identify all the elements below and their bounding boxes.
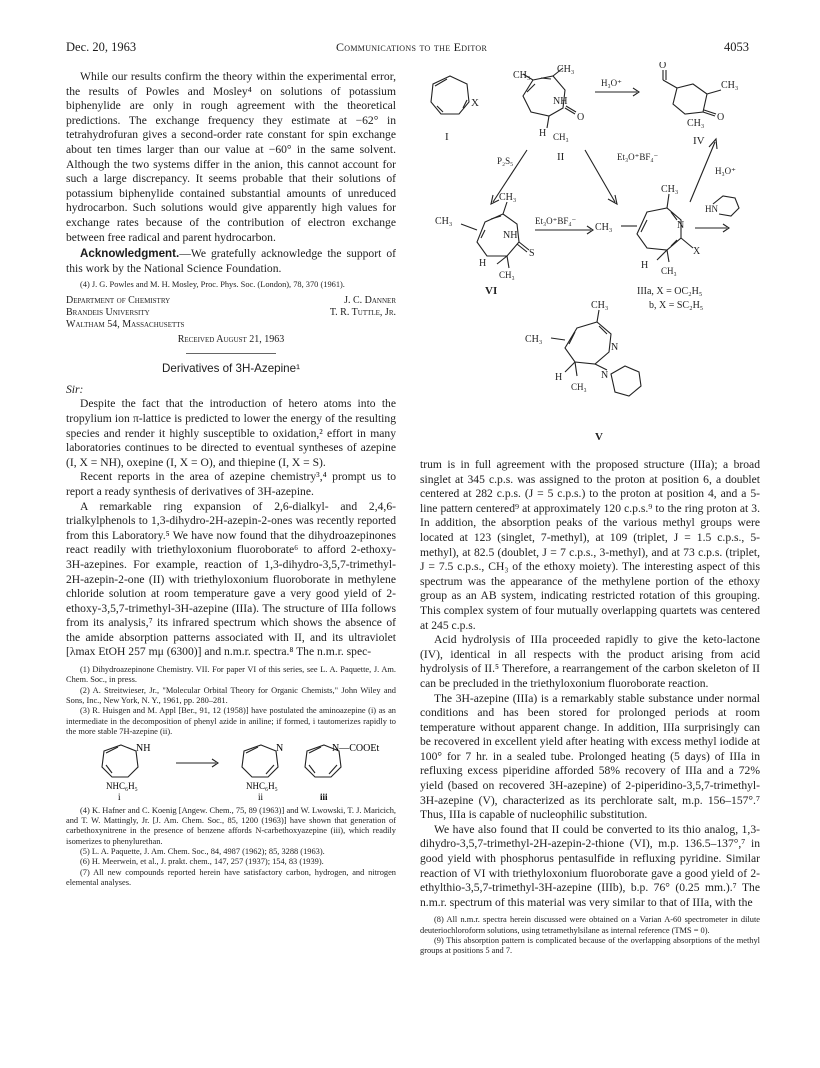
reagent-2: P₂S₅ xyxy=(497,156,514,166)
o-IV-b: O xyxy=(717,112,725,123)
right-paragraph-2: Acid hydrolysis of IIIa proceeded rapidly to give the keto-lactone (IV), identical in all respects with the product arising from acid hydrolysis of II.⁵ Therefore, a rearrangement of the carbon skeleton of II can be precluded in the triethyloxonium fluoroborate reaction. xyxy=(420,633,760,690)
ring-ii xyxy=(242,745,278,777)
n-V: N xyxy=(611,342,619,353)
reagent-1: H₃O⁺ xyxy=(601,78,622,88)
h-III: H xyxy=(641,260,649,271)
h-VI: H xyxy=(479,258,487,269)
h-II: H xyxy=(539,128,547,139)
running-date: Dec. 20, 1963 xyxy=(66,40,137,54)
divider xyxy=(186,353,276,354)
salutation: Sir: xyxy=(66,382,84,396)
n-V-pip: N xyxy=(601,370,609,381)
n-III: N xyxy=(677,220,685,231)
label-IIIa: IIIa, X = OC₂H₅ xyxy=(637,286,703,297)
structure-IV-ring xyxy=(673,84,707,114)
ch3-II-a: CH₃ xyxy=(513,70,531,81)
city-line: Waltham 54, Massachusetts xyxy=(66,318,185,330)
sub-ii: NHC₆H₅ xyxy=(246,781,278,792)
right-column xyxy=(420,458,760,957)
label-V: V xyxy=(595,431,603,443)
univ-line: Brandeis University xyxy=(66,306,150,318)
label-n-ii: N xyxy=(276,743,284,755)
footnote-1: (1) Dihydroazepinone Chemistry. VII. For paper VI of this series, see L. A. Paquette, J. Am. Chem. Soc., in press. xyxy=(66,665,396,685)
author-2: T. R. Tuttle, Jr. xyxy=(329,306,396,318)
affiliation-block xyxy=(66,295,396,331)
ack-text: —We gratefully acknowledge the support of this work by the National Science Foundation. xyxy=(66,247,396,275)
footnote-2: (2) A. Streitwieser, Jr., "Molecular Orbital Theory for Organic Chemists," John Wiley and Sons, Inc., New York, N. Y., 1961, pp. 280–281. xyxy=(66,685,396,705)
footnote-8: (8) All n.m.r. spectra herein discussed were obtained on a Varian A-60 spectrometer in dilute deuteriochloroform solutions, using tetramethylsilane as internal reference (TMS = 0). xyxy=(420,915,760,935)
reagent-5: Et₃O⁺BF₄⁻ xyxy=(535,216,577,226)
ch3-II-c: CH₃ xyxy=(553,132,569,142)
label-nh-i: NH xyxy=(136,743,151,755)
footnote-4: (4) J. G. Powles and M. H. Mosley, Proc. Phys. Soc. (London), 78, 370 (1961). xyxy=(80,280,345,290)
label-IIIb: b, X = SC₂H₅ xyxy=(649,300,704,311)
label-X-I: X xyxy=(471,97,479,109)
nh-II: NH xyxy=(553,96,568,107)
author-1: J. C. Danner xyxy=(344,294,396,306)
reagent-3: Et₃O⁺BF₄⁻ xyxy=(617,152,659,162)
right-paragraph-3: The 3H-azepine (IIIa) is a remarkably stable substance under normal conditions and has been stored for prolonged periods at room temperature without apparent change. In addition, IIIa surprisingly can be recovered in excellent yield after heating with excess methyl iodide at 100° for 7 hr. in a sealed tube. Prolonged heating (5 days) of IIIa in refluxing excess piperidine afforded 58% recovery of IIIa and a 72% yield (based on recovered 3H-azepine) of 2-piperidino-3,5,7-trimethyl-3H-azepine (V), characterized as its perchlorate salt, m.p. 156–157°.⁷ Thus, IIIa is capable of nucleophilic substitution. xyxy=(420,691,760,822)
s-VI: S xyxy=(529,248,535,259)
sub-iii: N—COOEt xyxy=(332,743,380,755)
intro-paragraph: While our results confirm the theory within the experimental error, the results of Powles and Mosley⁴ on solutions of potassium biphenylide are only in rough agreement with the theoretical predictions. The exchange frequency they estimate at −62° in tetrahydrofuran gives a second-order rate constant for spin exchange about ten times larger than our value at −60° in the same solvent. Although the two systems differ in the anion, this cannot account for such a large discrepancy. It seems probable that their solutions of potassium biphenylide contained substantial amounts of unreduced hydrocarbon. Such solutions would give apparently high values for exchange rates because of the contribution of electron exchange between free radical and parent hydrocarbon. xyxy=(66,70,396,244)
ch3-IV-b: CH₃ xyxy=(687,118,705,129)
page-number: 4053 xyxy=(724,40,749,54)
structure-III-ring xyxy=(637,208,681,250)
azepine-tautomer-scheme xyxy=(66,737,396,801)
label-ii: ii xyxy=(258,792,264,802)
article-title: Derivatives of 3H-Azepine¹ xyxy=(162,362,300,376)
ring-i xyxy=(102,745,138,777)
ch3-II-b: CH₃ xyxy=(557,64,575,75)
body-paragraph-3: A remarkable ring expansion of 2,6-dialkyl- and 2,4,6-trialkylphenols to 1,3-dihydro-2H-azepin-2-ones was recently reported from this Laboratory.⁵ We have now found that the dihydroazepinones react readily with triethyloxonium fluoroborate⁶ to afford 2-ethoxy-3H-azepines. For example, reaction of 1,3-dihydro-3,5,7-trimethyl-2H-azepin-2-one (II) with triethyloxonium fluoroborate in methylene chloride solution at room temperature gave a very good yield of 2-ethoxy-3,5,7-trimethyl-3H-azepine (IIIa). The structure of IIIa follows from its analysis,⁷ its infrared spectrum which shows the absence of the amide absorption patterns associated with II, and its ultraviolet [λmax EtOH 257 mμ (6300)] and n.m.r. spectra.⁸ The n.m.r. spec- xyxy=(66,499,396,659)
ack-label: Acknowledgment. xyxy=(80,247,180,261)
o-IV-a: O xyxy=(659,62,667,71)
label-iii: iii xyxy=(320,792,328,802)
arrow-IIIa-IV xyxy=(690,142,715,202)
piperidine-hn: HN xyxy=(705,204,718,214)
x-III: X xyxy=(693,246,701,257)
body-paragraph-1: Despite the fact that the introduction of hetero atoms into the tropylium ion π-lattice is predicted to lower the energy of the resulting species and render it highly susceptible to oxidation,² effort in many laboratories continues to be directed to eventual syntheses of azepine (I, X = NH), oxepine (I, X = O), and thiepine (I, X = S). xyxy=(66,397,396,469)
running-journal: Communications to the Editor xyxy=(336,40,488,54)
right-paragraph-4: We have also found that II could be converted to its thio analog, 1,3-dihydro-3,5,7-trimethyl-2H-azepin-2-thione (VI), m.p. 136.5–137°,⁷ in good yield with phosphorus pentasulfide in refluxing pyridine. Similar reaction of VI with triethyloxonium fluoroborate gave a good yield of 2-ethylthio-3,5,7-trimethyl-3H-azepine (IIIb), b.p. 76° (0.25 mm.).⁷ The n.m.r. spectrum of this material was very similar to that of IIIa, with the xyxy=(420,822,760,909)
ch3-V-a: CH₃ xyxy=(591,300,609,311)
sub-i: NHC₆H₅ xyxy=(106,781,138,792)
label-i: i xyxy=(118,792,121,802)
received-date: Received August 21, 1963 xyxy=(177,333,285,345)
ch3-VI-b: CH₃ xyxy=(499,192,517,203)
arrow-II-IIIa xyxy=(585,150,615,202)
label-VI: VI xyxy=(485,285,498,297)
ch3-VI-a: CH₃ xyxy=(435,216,453,227)
footnote-4b: (4) K. Hafner and C. Koenig [Angew. Chem., 75, 89 (1963)] and W. Lwowski, T. J. Maricich, and T. W. Mattingly, Jr. [J. Am. Chem. Soc., 85, 1200 (1963)] have shown that generation of carbethoxynitrene in the presence of benzene affords N-carbethoxyazepine (iii), which readily isomerizes to phenylurethan. xyxy=(66,805,396,846)
footnote-9: (9) This absorption pattern is complicated because of the overlapping absorptions of the methyl groups at positions 5 and 7. xyxy=(420,936,760,956)
footnote-3: (3) R. Huisgen and M. Appl [Ber., 91, 12 (1958)] have postulated the aminoazepine (i) as an intermediate in the decomposition of phenyl azide in aniline; if formed, i tautomerizes rapidly to the more stable 7H-azepine (ii). xyxy=(66,706,396,736)
reagent-4: H₃O⁺ xyxy=(715,166,736,176)
ch3-III-b: CH₃ xyxy=(661,184,679,195)
ch3-V-b: CH₃ xyxy=(525,334,543,345)
ch3-VI-c: CH₃ xyxy=(499,270,515,280)
body-paragraph-2: Recent reports in the area of azepine chemistry³,⁴ prompt us to report a ready synthesis of derivatives of 3H-azepine. xyxy=(66,470,396,498)
label-II: II xyxy=(557,151,565,163)
footnote-5: (5) L. A. Paquette, J. Am. Chem. Soc., 84, 4987 (1962); 85, 3288 (1963). xyxy=(80,846,325,856)
footnote-7: (7) All new compounds reported herein have satisfactory carbon, hydrogen, and nitrogen elemental analyses. xyxy=(66,867,396,887)
label-I: I xyxy=(445,131,449,143)
structure-V-ring xyxy=(565,322,611,364)
o-II: O xyxy=(577,112,585,123)
h-V: H xyxy=(555,372,563,383)
footnote-6: (6) H. Meerwein, et al., J. prakt. chem., 147, 257 (1937); 154, 83 (1939). xyxy=(80,857,324,867)
ch3-III-c: CH₃ xyxy=(661,266,677,276)
label-IV: IV xyxy=(693,135,705,147)
dept-line: Department of Chemistry xyxy=(66,294,171,306)
ch3-V-c: CH₃ xyxy=(571,382,587,392)
right-paragraph-1: trum is in full agreement with the proposed structure (IIIa); a broad singlet at 345 c.p.s. was assigned to the proton at position 6, a doublet centered at 282 c.p.s. (J = 5 c.p.s.) to the proton at position 4, and a 5-line pattern centered⁹ at approximately 120 c.p.s.⁹ to the ring proton at 3. In addition, the absorption peaks of the various methyl groups were located at 123 (singlet, 7-methyl), at 109 (triplet, J = 1.5 c.p.s., 5-methyl), at 82.5 (doublet, J = 7 c.p.s., 3-methyl), and at 73 c.p.s. (triplet, J = 7.5 c.p.s., CH₃ of the ethoxy moiety). The interesting aspect of this spectrum was the appearance of the methylene portion of the ethoxy group as an AB system, indicating restricted rotation of this grouping. This complex system of four mutually overlapping quartets was centered at 245 c.p.s. xyxy=(420,458,760,632)
structure-I-ring xyxy=(431,76,469,114)
piperidine-V xyxy=(611,366,641,396)
left-column xyxy=(66,70,396,888)
nh-VI: NH xyxy=(503,230,518,241)
ch3-III-a: CH₃ xyxy=(595,222,613,233)
reaction-scheme xyxy=(415,62,760,452)
ch3-IV-a: CH₃ xyxy=(721,80,739,91)
